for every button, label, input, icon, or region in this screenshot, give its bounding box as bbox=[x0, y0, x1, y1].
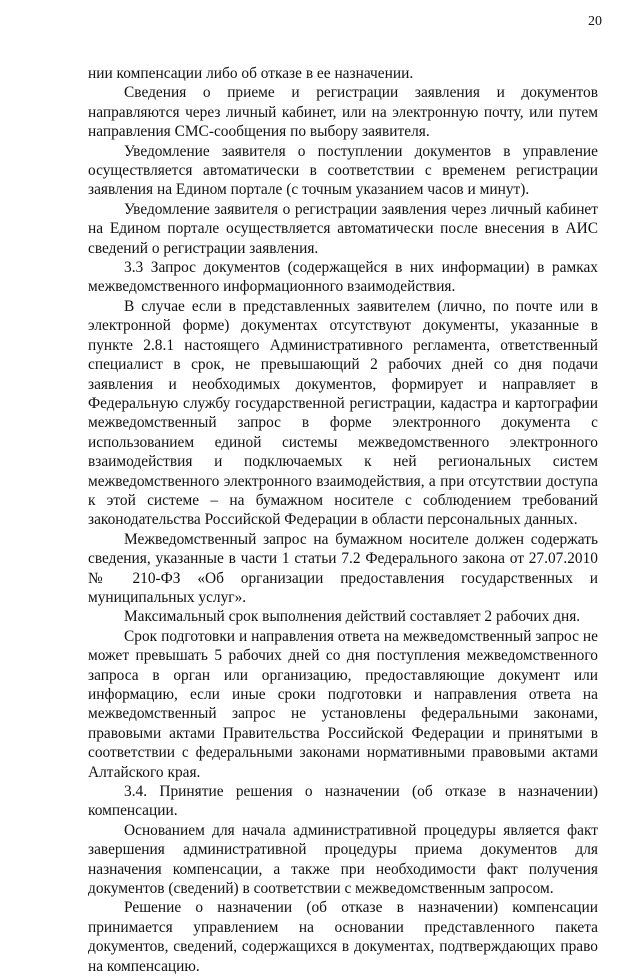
section-heading-3-4: 3.4. Принятие решения о назначении (об отказе в назначении) компенсации. bbox=[88, 783, 598, 820]
paragraph-decision: Решение о назначении (об отказе в назначении) компенсации принимается управлением на основании представленного пакета документов, сведений, содержащихся в документах, подтверждающих право на компенсацию. bbox=[88, 899, 598, 975]
document-body bbox=[88, 64, 598, 976]
paragraph-response-deadline: Срок подготовки и направления ответа на межведомственный запрос не может превышать 5 рабочих дней со дня поступления межведомственного запроса в орган или организацию, предоставляющие документ или информацию, если иные сроки подготовки и направления ответа на межведомственный запрос не установлены федеральными законами, правовыми актами Правительства Российской Федерации и принятыми в соответствии с федеральными законами нормативными правовыми актами Алтайского края. bbox=[88, 627, 598, 781]
paragraph-receipt-notification: Уведомление заявителя о поступлении документов в управление осуществляется автоматически в соответствии с временем регистрации заявления на Едином портале (с точным указанием часов и минут). bbox=[88, 142, 598, 199]
paragraph-max-duration: Максимальный срок выполнения действий составляет 2 рабочих дня. bbox=[124, 608, 581, 626]
paragraph-notification-channels: Сведения о приеме и регистрации заявления и документов направляются через личный кабинет, или на электронную почту, или путем направления СМС-сообщения по выбору заявителя. bbox=[88, 84, 598, 141]
page-number: 20 bbox=[588, 14, 602, 29]
paragraph-registration-notification: Уведомление заявителя о регистрации заявления через личный кабинет на Едином портале осуществляется автоматически после внесения в АИС сведений о регистрации заявления. bbox=[88, 200, 598, 257]
paragraph-continuation: нии компенсации либо об отказе в ее назначении. bbox=[88, 65, 414, 82]
paragraph-interagency-request: В случае если в представленных заявителем (лично, по почте или в электронной форме) документах отсутствуют документы, указанные в пункте 2.8.1 настоящего Административного регламента, ответственный специалист в срок, не превышающий 2 рабочих дней со дня подачи заявления и необходимых документов, формирует и направляет в Федеральную службу государственной регистрации, кадастра и картографии межведомственный запрос в форме электронного документа с использованием единой системы межведомственного электронного взаимодействия и подключаемых к ней региональных систем межведомственного электронного взаимодействия, а при отсутствии доступа к этой системе – на бумажном носителе с соблюдением требований законодательства Российской Федерации в области персональных данных. bbox=[88, 297, 598, 529]
section-heading-3-3: 3.3 Запрос документов (содержащейся в них информации) в рамках межведомственного информационного взаимодействия. bbox=[88, 259, 598, 296]
paragraph-paper-request: Межведомственный запрос на бумажном носителе должен содержать сведения, указанные в части 1 статьи 7.2 Федерального закона от 27.07.2010 № 210-ФЗ «Об организации предоставления государственных и муниципальных услуг». bbox=[88, 530, 598, 606]
paragraph-procedure-basis: Основанием для начала административной процедуры является факт завершения административной процедуры приема документов для назначения компенсации, а также при необходимости факт получения документов (сведений) в соответствии с межведомственным запросом. bbox=[88, 821, 598, 898]
